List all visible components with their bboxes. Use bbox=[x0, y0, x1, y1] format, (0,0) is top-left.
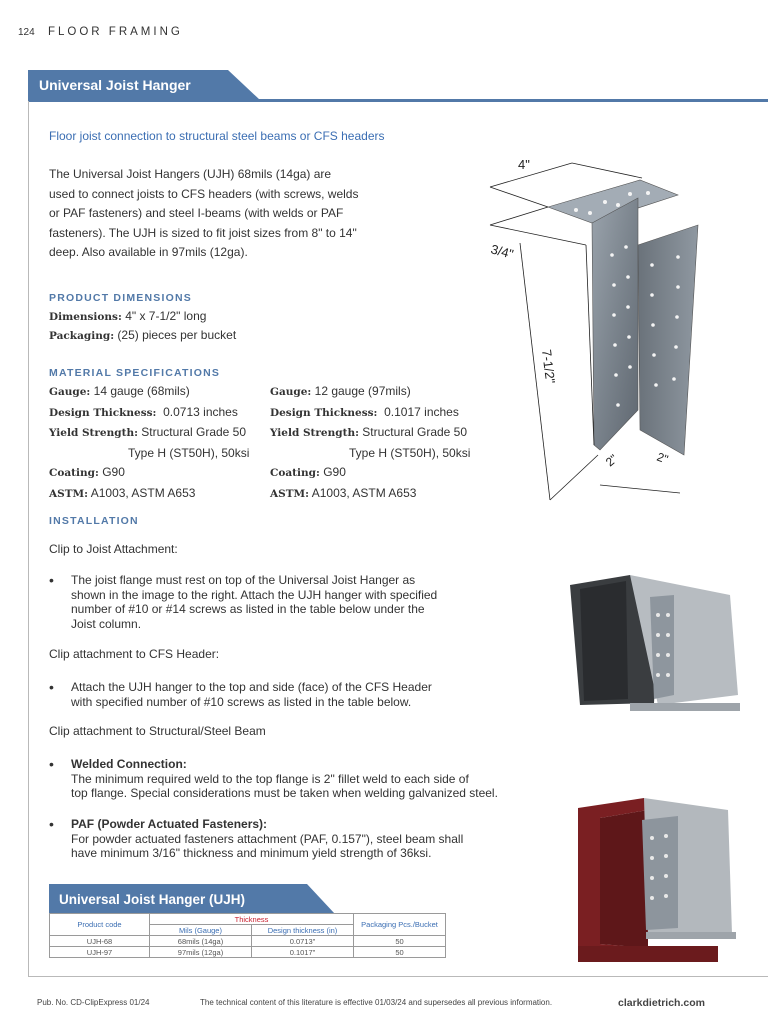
thickness-line bbox=[270, 403, 470, 424]
right-leg bbox=[638, 225, 698, 455]
packaging-value: (25) pieces per bucket bbox=[117, 328, 237, 342]
spec-col-2 bbox=[270, 382, 470, 504]
coating-value: G90 bbox=[102, 465, 125, 479]
steel-beam-photo bbox=[578, 796, 738, 966]
yield-label: Yield Strength: bbox=[270, 427, 359, 439]
page-title: Universal Joist Hanger bbox=[39, 77, 191, 93]
thickness-line bbox=[49, 403, 249, 424]
gauge-value: 14 gauge (68mils) bbox=[93, 384, 190, 398]
table-row bbox=[50, 947, 446, 958]
bullet-icon: • bbox=[49, 679, 54, 695]
section-title: FLOOR FRAMING bbox=[48, 26, 183, 38]
astm-label: ASTM: bbox=[270, 487, 310, 500]
bullet-icon: • bbox=[49, 572, 54, 588]
cell-pack: 50 bbox=[354, 936, 446, 947]
yield-line bbox=[270, 423, 470, 444]
dim-depth-label: 3/4" bbox=[489, 241, 516, 262]
yield-value: Structural Grade 50 bbox=[141, 425, 247, 439]
dimensions-value: 4" x 7-1/2" long bbox=[125, 309, 207, 323]
dim-leg1-label: 2" bbox=[602, 451, 621, 470]
gauge-line bbox=[270, 382, 470, 403]
intro-paragraph: The Universal Joist Hangers (UJH) 68mils (14ga) are used to connect joists to CFS headers (with screws, welds or PAF fasteners) and steel I-beams (with welds or PAF fasteners). The UJH is sized to fit joist sizes from 8" to 14" deep. Also available in 97mils (12ga). bbox=[49, 167, 359, 259]
publication-number: Pub. No. CD-ClipExpress 01/24 bbox=[37, 998, 150, 1007]
installation-heading: INSTALLATION bbox=[49, 515, 139, 527]
table-row bbox=[50, 936, 446, 947]
thickness-label: Design Thickness: bbox=[270, 406, 378, 419]
paf-bullet bbox=[71, 817, 463, 861]
table-title: Universal Joist Hanger (UJH) bbox=[59, 892, 246, 907]
cell-code: UJH-68 bbox=[50, 936, 150, 947]
text-line: with specified number of #10 screws as listed in the table below. bbox=[71, 694, 412, 709]
joist-bullet-text bbox=[71, 573, 437, 631]
text-line: top flange. Special considerations must be taken when welding galvanized steel. bbox=[71, 786, 498, 800]
joist-flange bbox=[646, 932, 736, 939]
header-bullet-text bbox=[71, 680, 432, 709]
cell-pack: 50 bbox=[354, 947, 446, 958]
astm-label: ASTM: bbox=[49, 487, 89, 500]
cell-design: 0.0713" bbox=[252, 936, 354, 947]
steel-beam-web bbox=[600, 810, 648, 948]
dimensions-label: Dimensions: bbox=[49, 311, 122, 323]
ujh-table bbox=[49, 913, 446, 958]
page-number: 124 bbox=[18, 27, 35, 38]
gauge-value: 12 gauge (97mils) bbox=[314, 384, 411, 398]
dim-leg2-label: 2" bbox=[654, 449, 671, 467]
cell-mils: 97mils (12ga) bbox=[150, 947, 252, 958]
thickness-value: 0.1017 inches bbox=[384, 404, 459, 419]
gauge-label: Gauge: bbox=[49, 386, 91, 398]
dimensions-line bbox=[49, 307, 206, 328]
coating-label: Coating: bbox=[49, 467, 99, 479]
astm-line bbox=[49, 484, 249, 505]
joist-attachment-heading: Clip to Joist Attachment: bbox=[49, 542, 178, 556]
welded-title: Welded Connection: bbox=[71, 757, 187, 771]
yield-value: Structural Grade 50 bbox=[362, 425, 468, 439]
cell-mils: 68mils (14ga) bbox=[150, 936, 252, 947]
text-line: number of #10 or #14 screws as listed in the table below under the bbox=[71, 602, 425, 616]
material-specs-heading: MATERIAL SPECIFICATIONS bbox=[49, 367, 221, 379]
coating-line bbox=[49, 463, 249, 484]
astm-value: A1003, ASTM A653 bbox=[311, 485, 417, 500]
text-line: For powder actuated fasteners attachment (PAF, 0.157"), steel beam shall bbox=[71, 831, 464, 846]
hanger-dimension-diagram bbox=[480, 145, 720, 510]
text-line: have minimum 3/16" thickness and minimum yield strength of 36ksi. bbox=[71, 846, 432, 860]
joist-flange bbox=[630, 703, 740, 711]
cell-design: 0.1017" bbox=[252, 947, 354, 958]
thickness-label: Design Thickness: bbox=[49, 406, 157, 419]
gauge-line bbox=[49, 382, 249, 403]
cfs-header-heading: Clip attachment to CFS Header: bbox=[49, 647, 220, 661]
astm-value: A1003, ASTM A653 bbox=[90, 485, 196, 500]
table-header-row bbox=[50, 914, 446, 925]
steel-beam-bottom-flange bbox=[578, 946, 718, 962]
text-line: The joist flange must rest on top of the Universal Joist Hanger as bbox=[71, 573, 416, 587]
text-line: shown in the image to the right. Attach the UJH hanger with specified bbox=[71, 587, 438, 602]
text-line: Attach the UJH hanger to the top and side (face) of the CFS Header bbox=[71, 680, 432, 694]
subtitle: Floor joist connection to structural steel beams or CFS headers bbox=[49, 129, 385, 143]
packaging-label: Packaging: bbox=[49, 330, 115, 342]
dim-width-label: 4" bbox=[518, 157, 530, 172]
steel-beam-heading: Clip attachment to Structural/Steel Beam bbox=[49, 724, 266, 738]
gauge-label: Gauge: bbox=[270, 386, 312, 398]
hanger-leg bbox=[650, 595, 674, 699]
bullet-icon: • bbox=[49, 756, 54, 772]
website-link[interactable]: clarkdietrich.com bbox=[618, 997, 705, 1009]
text-line: Joist column. bbox=[71, 616, 142, 631]
spec-col-1 bbox=[49, 382, 249, 504]
col-mils-header: Mils (Gauge) bbox=[150, 925, 252, 936]
col-packaging-header: Packaging Pcs./Bucket bbox=[354, 914, 446, 936]
astm-line bbox=[270, 484, 470, 505]
left-leg bbox=[592, 198, 638, 450]
paf-title: PAF (Powder Actuated Fasteners): bbox=[71, 817, 268, 831]
text-line: The minimum required weld to the top flange is 2" fillet weld to each side of bbox=[71, 771, 469, 786]
dim-height-label: 7-1/2" bbox=[539, 348, 559, 385]
coating-value: G90 bbox=[323, 465, 346, 479]
col-thickness-header: Thickness bbox=[150, 914, 354, 925]
yield-value-2: Type H (ST50H), 50ksi bbox=[349, 445, 471, 460]
cfs-header-inner bbox=[580, 581, 628, 701]
packaging-line bbox=[49, 326, 236, 347]
yield-value-2: Type H (ST50H), 50ksi bbox=[128, 445, 250, 460]
cfs-header-photo bbox=[570, 575, 740, 713]
thickness-value: 0.0713 inches bbox=[163, 404, 238, 419]
col-design-header: Design thickness (in) bbox=[252, 925, 354, 936]
product-dimensions-heading: PRODUCT DIMENSIONS bbox=[49, 292, 192, 304]
welded-bullet bbox=[71, 757, 498, 801]
yield-label: Yield Strength: bbox=[49, 427, 138, 439]
col-product-header: Product code bbox=[50, 914, 150, 936]
cell-code: UJH-97 bbox=[50, 947, 150, 958]
footer-notice: The technical content of this literature is effective 01/03/24 and supersedes all previous information. bbox=[200, 998, 553, 1007]
coating-line bbox=[270, 463, 470, 484]
bullet-icon: • bbox=[49, 816, 54, 832]
yield-line bbox=[49, 423, 249, 444]
coating-label: Coating: bbox=[270, 467, 320, 479]
hanger-leg bbox=[642, 816, 678, 930]
